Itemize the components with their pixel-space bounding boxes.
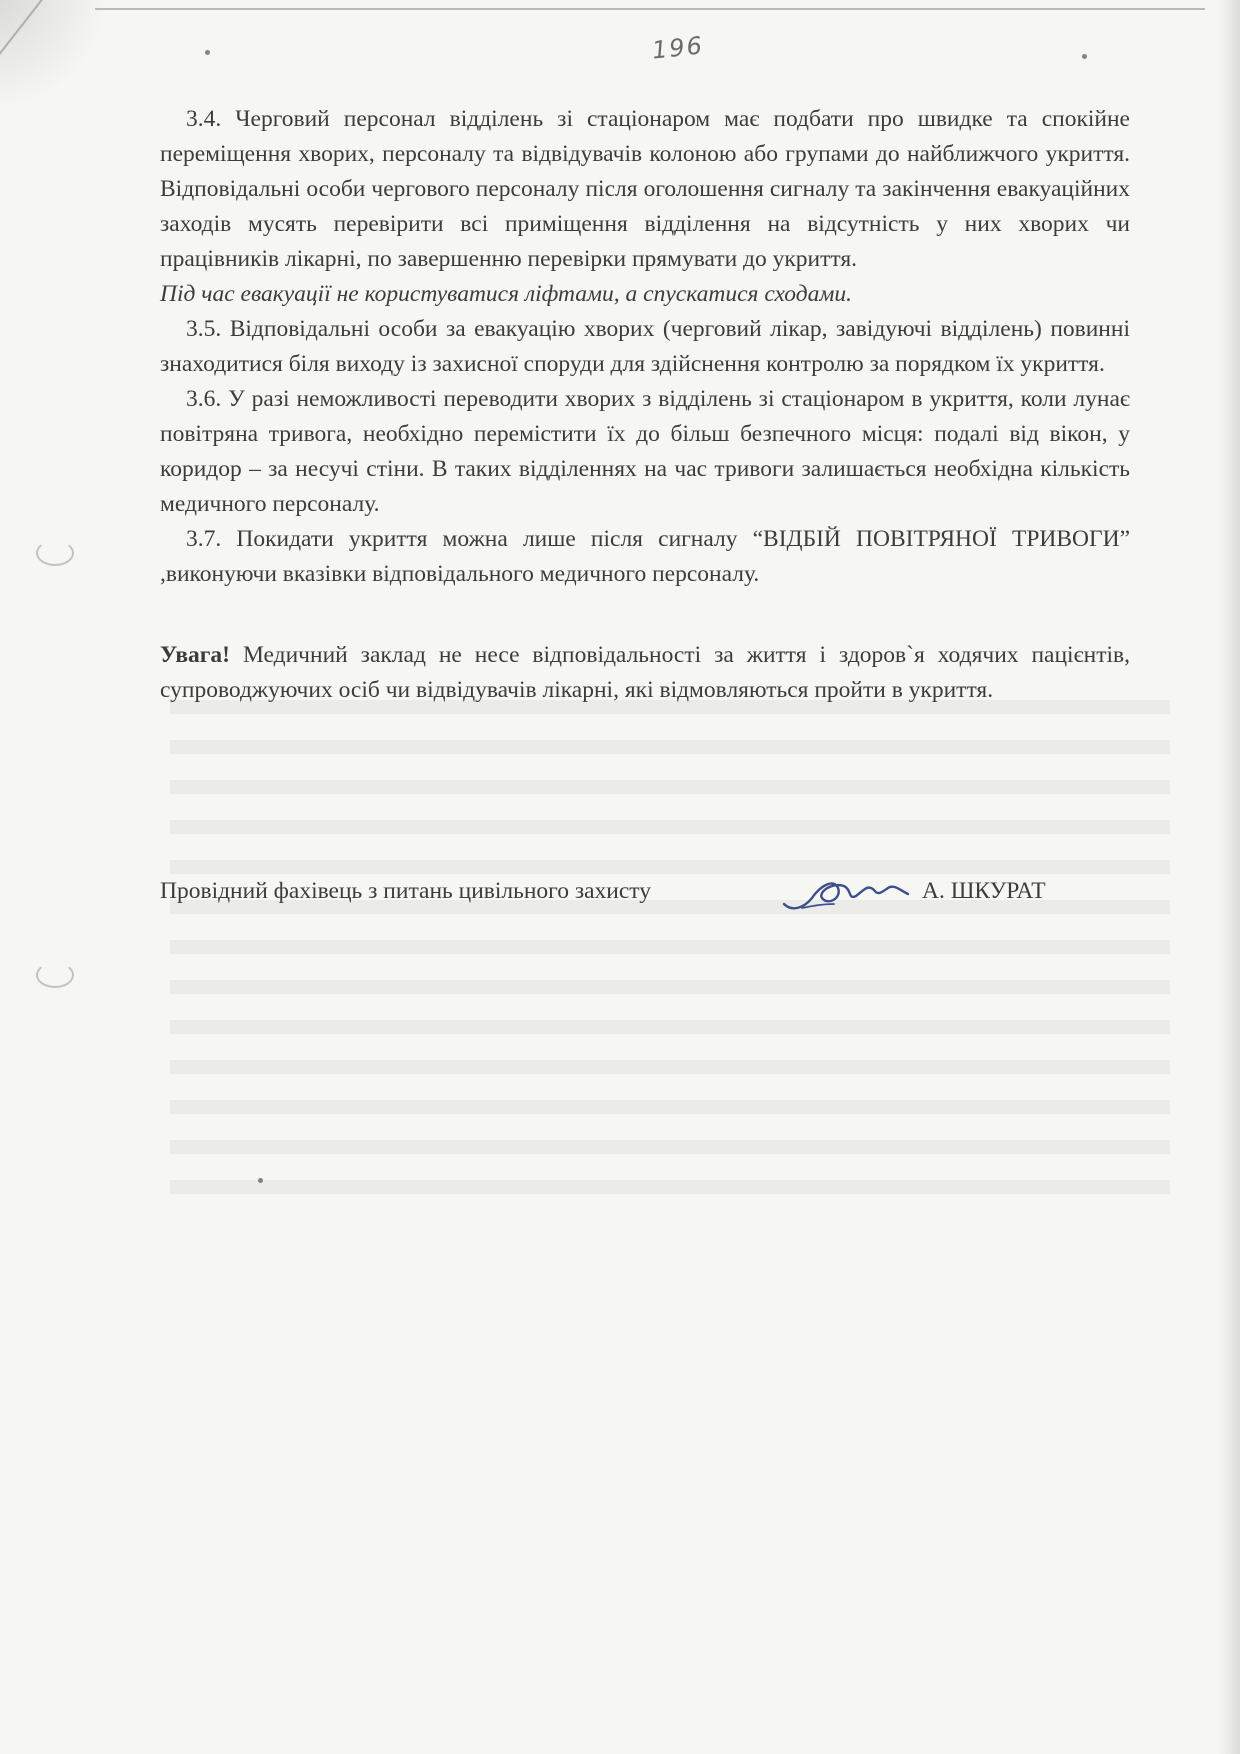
paragraph-3-5: 3.5. Відповідальні особи за евакуацію хворих (черговий лікар, завідуючі відділень) повинні знаходитися біля виходу із захисної споруди для здійснення контролю за порядком їх укриття. — [160, 316, 1130, 377]
document-body — [160, 102, 1130, 708]
scan-top-edge — [95, 8, 1205, 10]
signatory-role: Провідний фахівець з питань цивільного захисту — [160, 878, 652, 904]
scan-speck — [205, 50, 210, 55]
evacuation-note: Під час евакуації не користуватися ліфтами, а спускатися сходами. — [160, 281, 852, 307]
paragraph-3-7: 3.7. Покидати укриття можна лише після сигналу “ВІДБІЙ ПОВІТРЯНОЇ ТРИВОГИ” ,виконуючи вказівки відповідального медичного персоналу. — [160, 526, 1130, 587]
scan-corner-shadow — [0, 0, 110, 110]
signature-block — [160, 868, 1140, 918]
punch-hole-mark — [36, 962, 74, 988]
handwritten-page-number: 196 — [650, 31, 706, 65]
paragraph-3-4: 3.4. Черговий персонал відділень зі стаціонаром має подбати про швидке та спокійне переміщення хворих, персоналу та відвідувачів колоною або групами до найближчого укриття. Відповідальні особи чергового персоналу після оголошення сигналу та закінчення евакуаційних заходів мусять перевірити всі приміщення відділення на відсутність у них хворих чи працівників лікарні, по завершенню перевірки прямувати до укриття. — [160, 106, 1130, 272]
punch-hole-mark — [36, 540, 74, 566]
warning-paragraph — [160, 638, 1130, 708]
paragraph-3-6: 3.6. У разі неможливості переводити хворих з відділень зі стаціонаром в укриття, коли лунає повітряна тривога, необхідно перемістити їх до більш безпечного місця: подалі від вікон, у коридор – за несучі стіни. В таких відділеннях на час тривоги залишається необхідна кількість медичного персоналу. — [160, 386, 1130, 517]
scan-right-edge-shadow — [1218, 0, 1240, 1754]
signatory-name: А. ШКУРАТ — [922, 878, 1046, 904]
warning-label: Увага! — [160, 642, 231, 668]
scan-speck — [258, 1178, 263, 1183]
scan-speck — [1082, 54, 1087, 59]
warning-text: Медичний заклад не несе відповідальності за життя і здоров`я ходячих пацієнтів, супроводжуючих осіб чи відвідувачів лікарні, які відмовляються пройти в укриття. — [160, 642, 1130, 703]
bleed-through-text — [170, 700, 1170, 1200]
handwritten-signature — [778, 868, 918, 916]
